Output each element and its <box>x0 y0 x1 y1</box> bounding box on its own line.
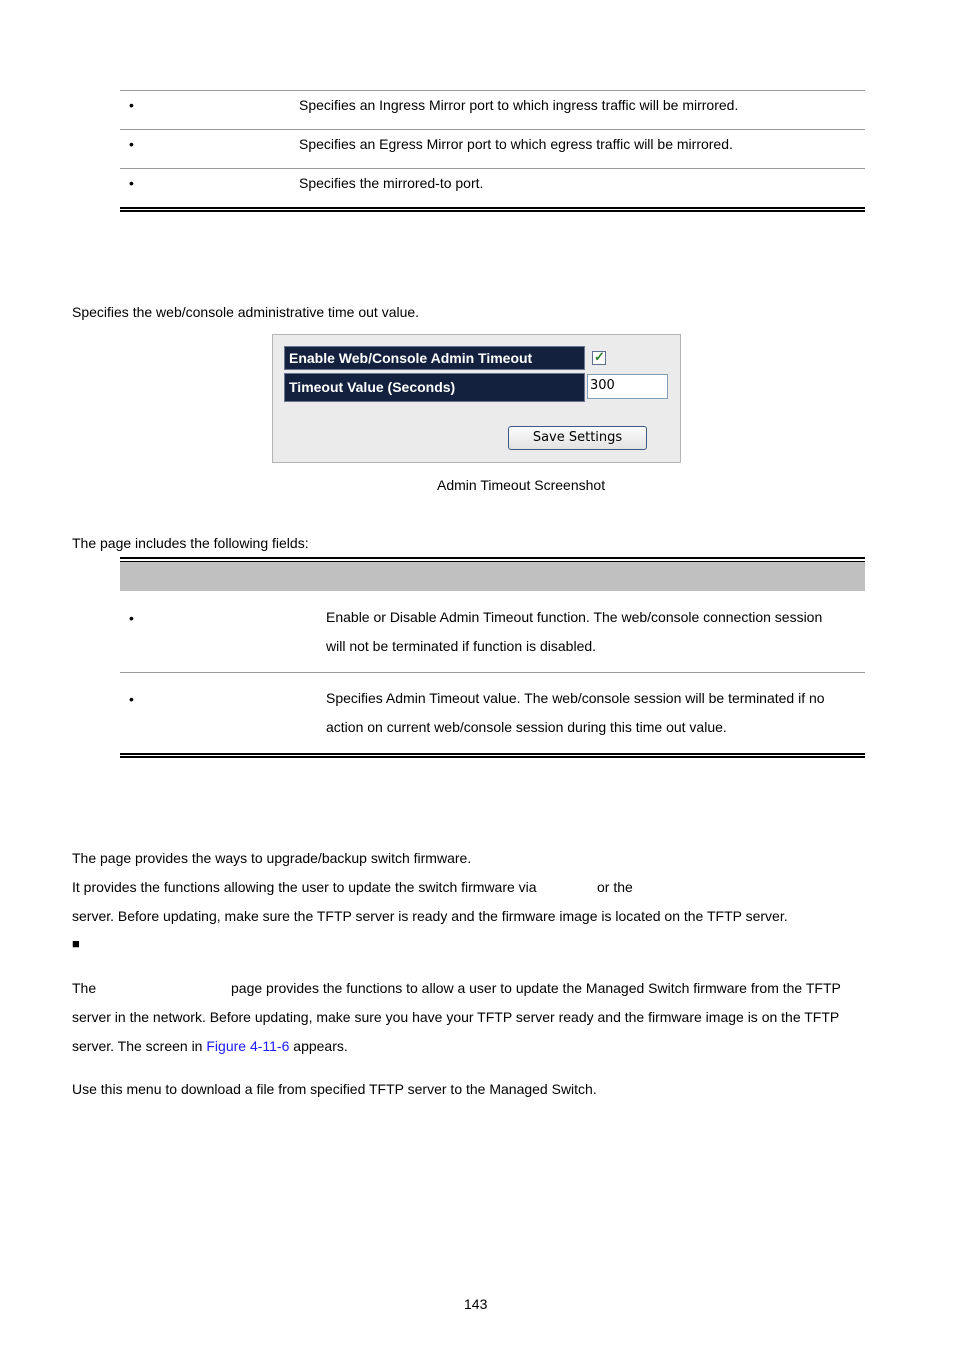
figure-caption: Admin Timeout Screenshot <box>437 477 606 493</box>
timeout-value-label: Timeout Value (Seconds) <box>284 373 585 402</box>
figure-link[interactable]: Figure 4-11-6 <box>206 1038 290 1054</box>
admin-timeout-value-description <box>326 684 866 742</box>
egress-mirror-description: Specifies an Egress Mirror port to which egress traffic will be mirrored. <box>299 136 733 152</box>
table-row-divider <box>120 168 865 169</box>
tftp-paragraph-line3-post: appears. <box>293 1038 348 1054</box>
table-row-divider <box>120 129 865 130</box>
firmware-functions-text: It provides the functions allowing the user to update the switch firmware via <box>72 879 537 895</box>
tftp-paragraph-line3 <box>72 1038 348 1054</box>
tftp-paragraph-line3-pre: server. The screen in <box>72 1038 203 1054</box>
save-settings-button[interactable]: Save Settings <box>508 426 647 450</box>
table-row-bullet: • <box>129 691 134 707</box>
check-icon: ✓ <box>594 349 605 364</box>
fields-table-header <box>120 562 865 591</box>
table-row-bullet: • <box>129 136 134 152</box>
table-row-bullet: • <box>129 175 134 191</box>
page-number: 143 <box>464 1296 488 1312</box>
firmware-functions-line2: server. Before updating, make sure the TFTP server is ready and the firmware image is located on the TFTP server. <box>72 908 788 924</box>
enable-admin-timeout-label: Enable Web/Console Admin Timeout <box>284 346 585 370</box>
square-bullet-icon: ■ <box>72 936 80 951</box>
enable-admin-timeout-checkbox[interactable] <box>592 351 606 365</box>
admin-timeout-screenshot <box>272 334 681 463</box>
table-row-bullet: • <box>129 97 134 113</box>
ingress-mirror-description: Specifies an Ingress Mirror port to which ingress traffic will be mirrored. <box>299 97 739 113</box>
table-top-rule <box>120 90 865 91</box>
fields-table-bottom-rule <box>120 753 865 758</box>
tftp-paragraph-start: The <box>72 980 97 996</box>
firmware-functions-text-cont: or the <box>597 879 633 895</box>
table-bottom-rule <box>120 207 865 212</box>
tftp-paragraph-line2: server in the network. Before updating, make sure you have your TFTP server ready and the firmware image is on the TFTP <box>72 1009 840 1025</box>
table-row-bullet: • <box>129 610 134 626</box>
description-line: will not be terminated if function is disabled. <box>326 638 597 654</box>
admin-timeout-intro: Specifies the web/console administrative time out value. <box>72 304 420 320</box>
fields-table-row-divider <box>120 672 865 673</box>
mirrored-to-description: Specifies the mirrored-to port. <box>299 175 484 191</box>
admin-timeout-enable-description <box>326 603 866 661</box>
download-menu-text: Use this menu to download a file from specified TFTP server to the Managed Switch. <box>72 1081 597 1097</box>
description-line: action on current web/console session during this time out value. <box>326 719 727 735</box>
description-line: Specifies Admin Timeout value. The web/console session will be terminated if no <box>326 690 825 706</box>
timeout-value-input[interactable]: 300 <box>587 374 668 399</box>
firmware-intro: The page provides the ways to upgrade/backup switch firmware. <box>72 850 472 866</box>
fields-intro: The page includes the following fields: <box>72 535 309 551</box>
description-line: Enable or Disable Admin Timeout function. The web/console connection session <box>326 609 823 625</box>
tftp-paragraph-line1: page provides the functions to allow a user to update the Managed Switch firmware from the TFTP <box>231 980 841 996</box>
